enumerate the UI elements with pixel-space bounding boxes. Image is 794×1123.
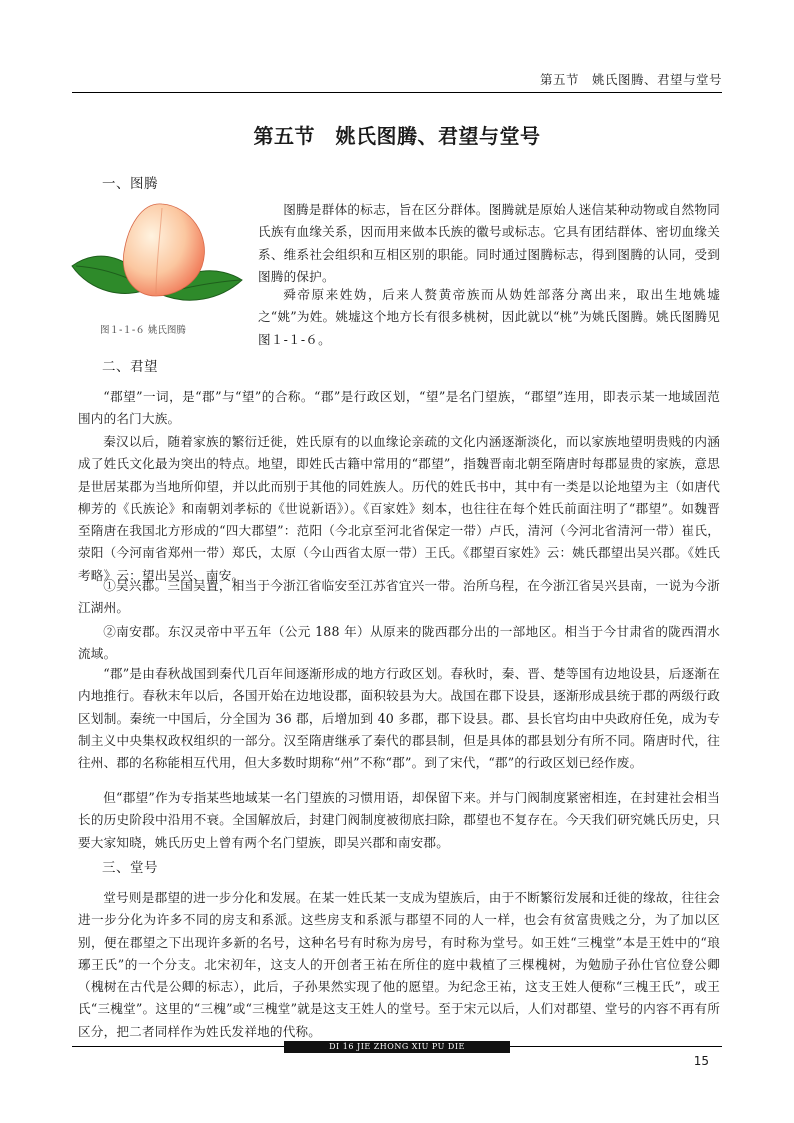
junwang-paragraph-3: ①吴兴郡。三国吴置，相当于今浙江省临安至江苏省宜兴一带。治所乌程，在今浙江省吴兴县南，一说为今浙江湖州。	[78, 578, 720, 616]
section-heading-tanghao: 三、堂号	[102, 860, 158, 876]
page-title: 第五节 姚氏图腾、君望与堂号	[253, 124, 541, 148]
junwang-paragraph-1: “郡望”一词，是“郡”与“望”的合称。“郡”是行政区划，“望”是名门望族，“郡望”连用，即表示某一地域固范围内的名门大族。	[78, 389, 720, 427]
section-heading-totem: 一、图腾	[102, 176, 158, 192]
peach-illustration	[70, 196, 250, 326]
figure-caption: 图１-１-６ 姚氏图腾	[100, 325, 186, 336]
page-number: 15	[693, 1054, 709, 1068]
junwang-paragraph-5: “郡”是由春秋战国到秦代几百年间逐渐形成的地方行政区划。春秋时，秦、晋、楚等国有边地设县，后逐渐在内地推行。春秋末年以后，各国开始在边地设郡，面积较县为大。战国在郡下设县，逐渐形成县统于郡的两级行政区划制。秦统一中国后，分全国为 36 郡，后增加到 40 多郡，郡下设县。郡、县长官均由中央政府任免，成为专制主义中央集权政权组织的一部分。汉至隋唐继承了秦代的郡县制，但是具体的郡县划分有所不同。隋唐时代，往往州、郡的名称能相互代用，但大多数时期称“州”不称“郡”。到了宋代，“郡”的行政区划已经作废。	[78, 666, 720, 771]
junwang-paragraph-6: 但“郡望”作为专指某些地域某一名门望族的习惯用语，却保留下来。并与门阀制度紧密相连，在封建社会相当长的历史阶段中沿用不衰。全国解放后，封建门阀制度被彻底扫除，郡望也不复存在。今天我们研究姚氏历史，只要大家知晓，姚氏历史上曾有两个名门望族，即吴兴郡和南安郡。	[78, 790, 720, 850]
junwang-paragraph-2: 秦汉以后，随着家族的繁衍迁徙，姓氏原有的以血缘论亲疏的文化内涵逐渐淡化，而以家族地望明贵贱的内涵成了姓氏文化最为突出的特点。地望，即姓氏古籍中常用的“郡望”，指魏晋南北朝至隋唐时每郡显贵的家族，意思是世居某郡为当地所仰望，并以此而别于其他的同姓族人。历代的姓氏书中，其中有一类是以论地望为主（如唐代柳芳的《氏族论》和南朝刘孝标的《世说新语》）。《百家姓》刻本，也往往在每个姓氏前面注明了“郡望”。如魏晋至隋唐在我国北方形成的“四大郡望”：范阳（今北京至河北省保定一带）卢氏，清河（今河北省清河一带）崔氏，荥阳（今河南省郑州一带）郑氏，太原（今山西省太原一带）王氏。《郡望百家姓》云：姚氏郡望出吴兴郡。《姓氏考略》云：望出吴兴、南安。	[78, 434, 720, 583]
tanghao-paragraph-1: 堂号则是郡望的进一步分化和发展。在某一姓氏某一支成为望族后，由于不断繁衍发展和迁徙的缘故，往往会进一步分化为许多不同的房支和系派。这些房支和系派与郡望不同的人一样，也会有贫富贵贱之分，为了加以区别，便在郡望之下出现许多新的名号，这种名号有时称为房号，有时称为堂号。如王姓“三槐堂”本是王姓中的“琅琊王氏”的一个分支。北宋初年，这支人的开创者王祐在所住的庭中栽植了三棵槐树，为勉励子孙仕官位登公卿（槐树在古代是公卿的标志），此后，子孙果然实现了他的愿望。为纪念王祐，这支王姓人便称“三槐王氏”，或王氏“三槐堂”。这里的“三槐”或“三槐堂”就是这支王姓人的堂号。至于宋元以后，人们对郡望、堂号的内容不再有所区分，把二者同样作为姓氏发祥地的代称。	[78, 890, 720, 1039]
header-rule	[72, 92, 722, 93]
footer-band: DI 16 JIE ZHONG XIU PU DIE	[284, 1041, 510, 1053]
running-header: 第五节 姚氏图腾、君望与堂号	[539, 72, 722, 87]
section-heading-junwang: 二、君望	[102, 359, 158, 375]
junwang-paragraph-4: ②南安郡。东汉灵帝中平五年（公元 188 年）从原来的陇西郡分出的一部地区。相当于今甘肃省的陇西渭水流域。	[78, 624, 720, 662]
totem-paragraph-1: 图腾是群体的标志，旨在区分群体。图腾就是原始人迷信某种动物或自然物同氏族有血缘关系，因而用来做本氏族的徽号或标志。它具有团结群体、密切血缘关系、维系社会组织和互相区别的职能。同时通过图腾标志，得到图腾的认同，受到图腾的保护。	[258, 202, 720, 284]
totem-paragraph-2: 舜帝原来姓妫，后来人赘黄帝族而从妫姓部落分离出来，取出生地姚墟之“姚”为姓。姚墟这个地方长有很多桃树，因此就以“桃”为姚氏图腾。姚氏图腾见图１-１-６。	[258, 287, 720, 347]
